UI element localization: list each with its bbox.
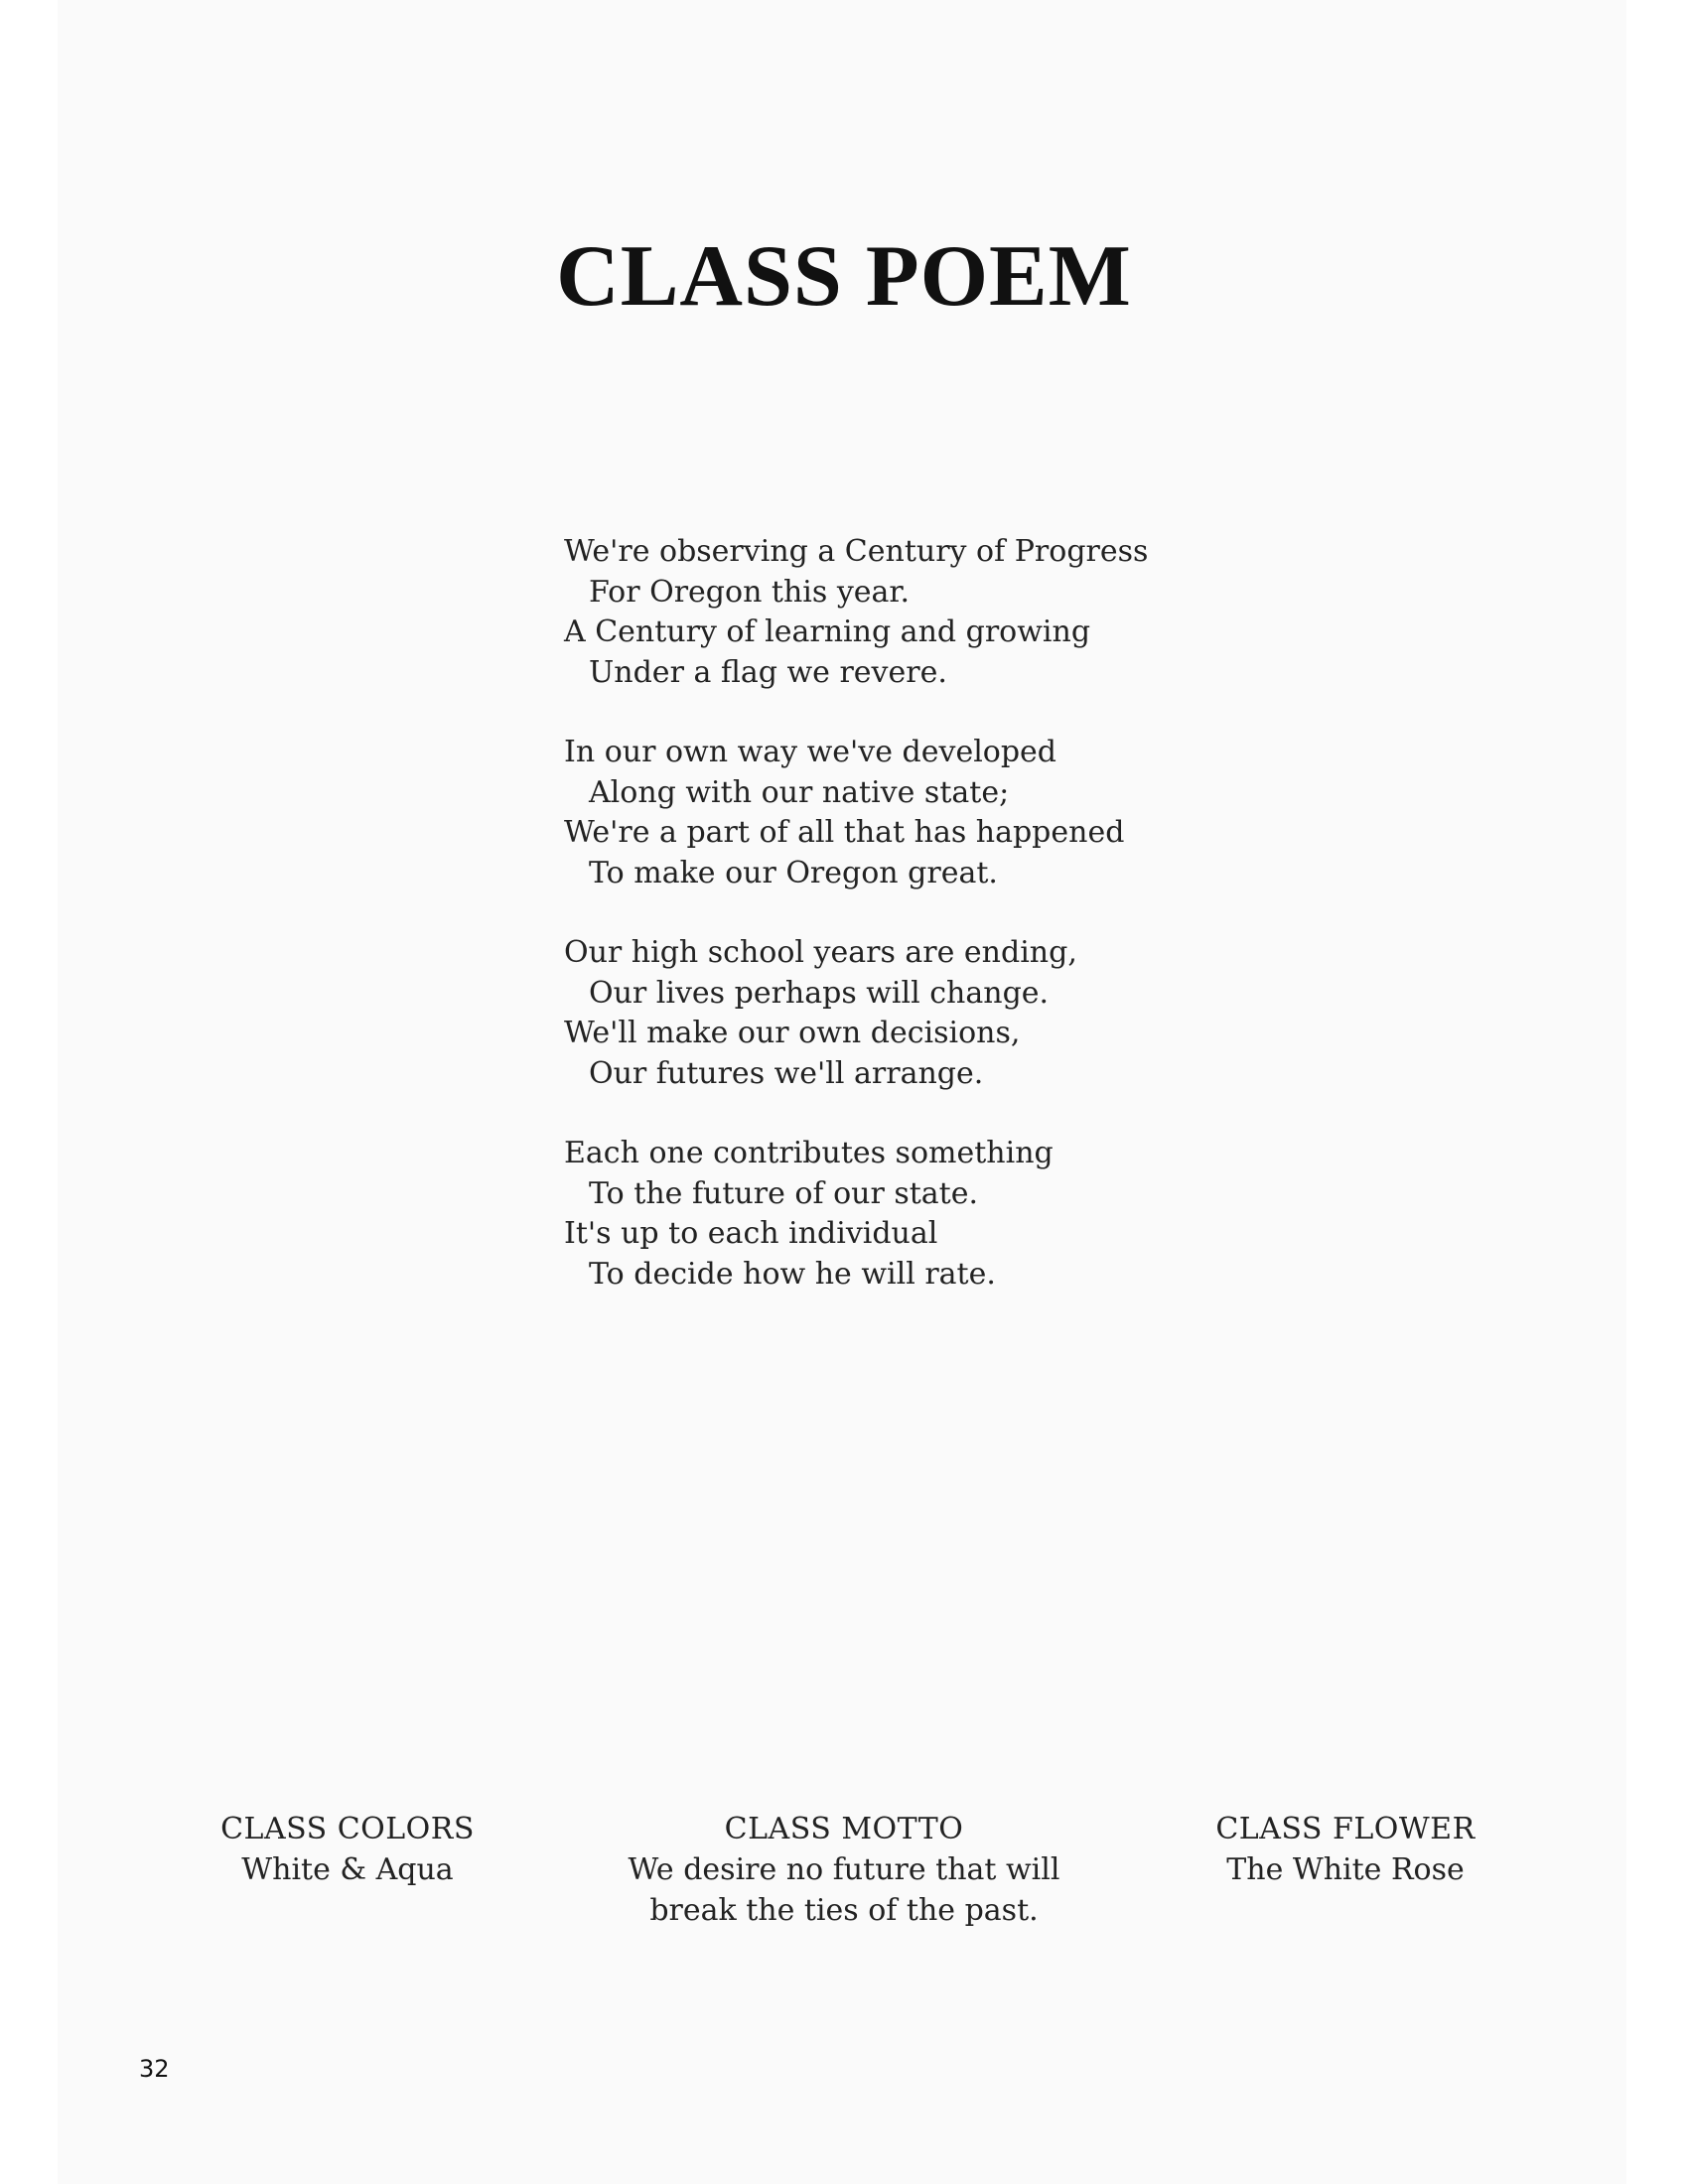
poem-line: Our high school years are ending, <box>564 935 1077 970</box>
poem-stanza-3 <box>564 933 1148 1094</box>
poem-line: In our own way we've developed <box>564 735 1057 769</box>
class-flower-heading: CLASS FLOWER <box>1215 1812 1476 1846</box>
poem-line: Our lives perhaps will change. <box>589 975 1050 1011</box>
class-flower <box>1192 1809 1499 1890</box>
page-title: CLASS POEM <box>556 228 1132 325</box>
page-number: 32 <box>139 2055 170 2083</box>
class-poem <box>564 532 1148 1334</box>
class-motto-heading: CLASS MOTTO <box>724 1812 964 1846</box>
poem-stanza-2 <box>564 733 1148 893</box>
poem-line: A Century of learning and growing <box>564 614 1091 649</box>
class-motto-line: We desire no future that will <box>628 1852 1060 1887</box>
poem-line: To make our Oregon great. <box>589 855 998 890</box>
poem-line: It's up to each individual <box>564 1216 938 1251</box>
class-motto-line: break the ties of the past. <box>649 1893 1039 1928</box>
class-flower-value: The White Rose <box>1226 1852 1465 1887</box>
class-colors-value: White & Aqua <box>241 1852 454 1887</box>
poem-line: For Oregon this year. <box>589 574 910 610</box>
class-colors-heading: CLASS COLORS <box>220 1812 475 1846</box>
poem-stanza-4 <box>564 1134 1148 1295</box>
poem-stanza-1 <box>564 532 1148 693</box>
poem-line: To the future of our state. <box>589 1175 979 1211</box>
poem-line: To decide how he will rate. <box>589 1256 996 1292</box>
poem-line: Our futures we'll arrange. <box>589 1055 984 1091</box>
class-motto <box>596 1809 1092 1931</box>
poem-line: Each one contributes something <box>564 1136 1054 1170</box>
poem-line: We're observing a Century of Progress <box>564 534 1149 569</box>
class-colors <box>199 1809 496 1890</box>
poem-line: We'll make our own decisions, <box>564 1016 1021 1050</box>
poem-line: We're a part of all that has happened <box>564 815 1125 850</box>
poem-line: Under a flag we revere. <box>589 654 947 690</box>
poem-line: Along with our native state; <box>589 774 1010 810</box>
